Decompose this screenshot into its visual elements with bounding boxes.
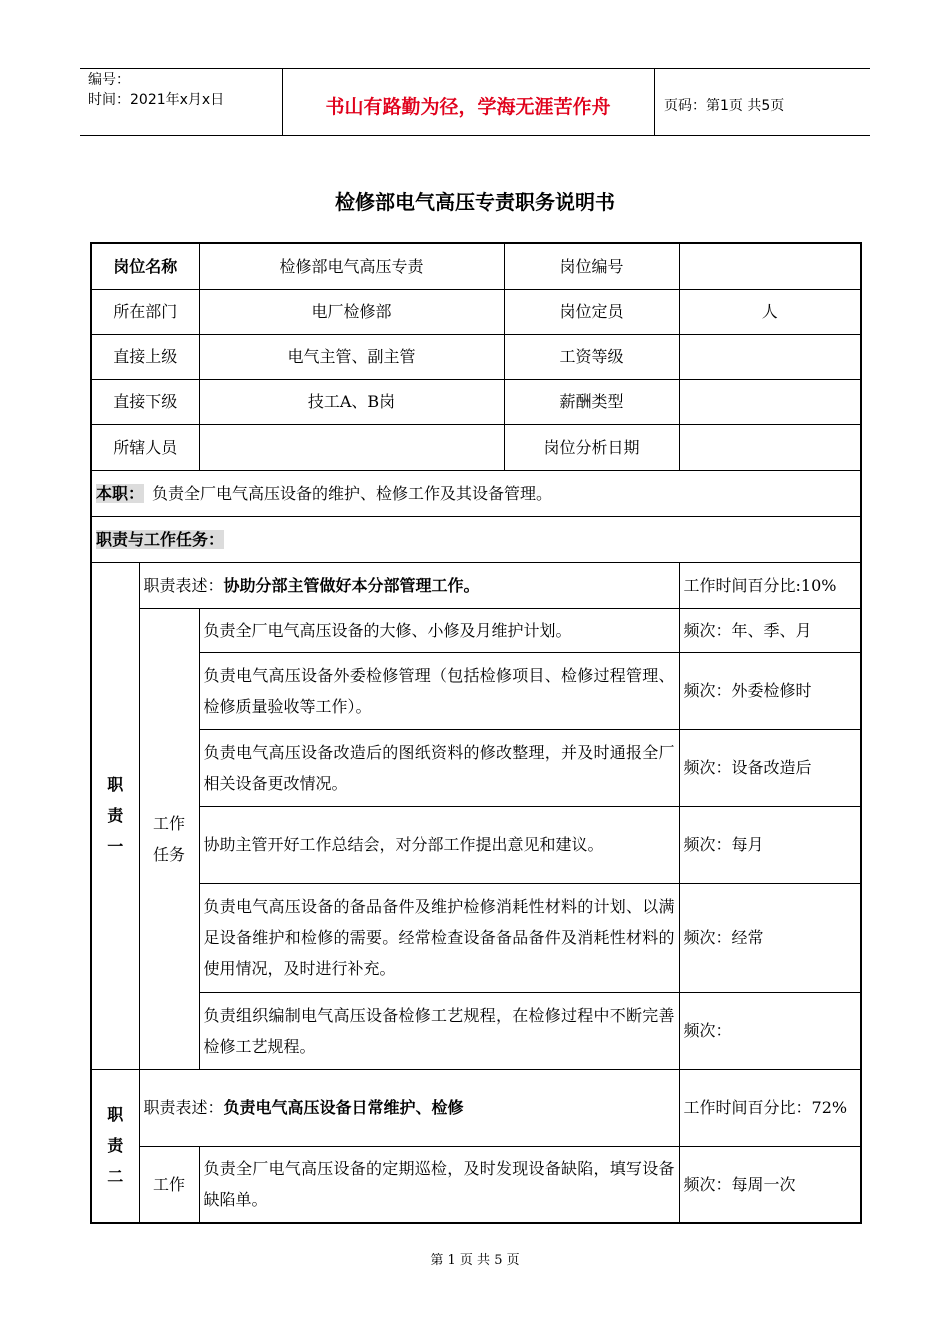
info-row xyxy=(91,243,861,289)
header-number: 编号： xyxy=(88,72,130,88)
info-label: 岗位定员 xyxy=(504,289,679,334)
info-label: 所辖人员 xyxy=(91,424,199,470)
duty2-side-label xyxy=(91,1069,139,1223)
duty2-task-row xyxy=(91,1146,861,1223)
duties-heading: 职责与工作任务： xyxy=(96,529,225,549)
duty1-task-freq: 频次：年、季、月 xyxy=(679,608,861,652)
duty1-task-row xyxy=(91,883,861,992)
info-value: 人 xyxy=(679,289,861,334)
job-description-table xyxy=(90,242,862,1224)
duty1-task-row xyxy=(91,992,861,1069)
duty2-desc xyxy=(139,1069,679,1146)
duty2-side-char: 二 xyxy=(107,1167,124,1187)
duty2-side-char: 责 xyxy=(107,1136,124,1156)
info-label: 工资等级 xyxy=(504,334,679,379)
duty1-task-freq: 频次： xyxy=(679,992,861,1069)
duty2-task-text: 负责全厂电气高压设备的定期巡检，及时发现设备缺陷，填写设备缺陷单。 xyxy=(199,1146,679,1223)
duty1-task-text: 负责电气高压设备外委检修管理（包括检修项目、检修过程管理、检修质量验收等工作）。 xyxy=(199,652,679,729)
duty2-percent: 工作时间百分比：72% xyxy=(679,1069,861,1146)
duty1-side-char: 一 xyxy=(107,837,124,856)
duty1-task-row xyxy=(91,608,861,652)
info-value xyxy=(679,243,861,289)
duty2-desc-text: 负责电气高压设备日常维护、检修 xyxy=(223,1098,464,1117)
info-row xyxy=(91,424,861,470)
duty1-task-text: 负责全厂电气高压设备的大修、小修及月维护计划。 xyxy=(199,608,679,652)
duty1-side-label xyxy=(91,562,139,1069)
info-label: 直接上级 xyxy=(91,334,199,379)
duty1-task-freq: 频次：外委检修时 xyxy=(679,652,861,729)
info-label: 岗位名称 xyxy=(91,243,199,289)
header-date: 时间：2021年x月x日 xyxy=(88,92,225,108)
duty1-task-label xyxy=(139,608,199,1069)
duty1-task-text: 负责电气高压设备的备品备件及维护检修消耗性材料的计划、以满足设备维护和检修的需要。经常检查设备备品备件及消耗性材料的使用情况，及时进行补充。 xyxy=(199,883,679,992)
header-meta xyxy=(88,70,224,110)
duty2-desc-label: 职责表述： xyxy=(143,1098,224,1117)
info-label: 岗位分析日期 xyxy=(504,424,679,470)
info-value: 电厂检修部 xyxy=(199,289,504,334)
duty2-side-char: 职 xyxy=(107,1105,124,1125)
main-duty-row xyxy=(91,470,861,516)
duty1-task-label-line: 工作 xyxy=(153,813,186,833)
duty1-task-text: 负责电气高压设备改造后的图纸资料的修改整理，并及时通报全厂相关设备更改情况。 xyxy=(199,729,679,806)
info-value xyxy=(679,424,861,470)
duties-heading-cell xyxy=(91,516,861,562)
info-label: 直接下级 xyxy=(91,379,199,424)
info-value xyxy=(679,334,861,379)
header-motto: 书山有路勤为径，学海无涯苦作舟 xyxy=(325,96,611,118)
duty2-task-freq: 频次：每周一次 xyxy=(679,1146,861,1223)
duty1-task-row xyxy=(91,806,861,883)
info-value: 电气主管、副主管 xyxy=(199,334,504,379)
header-top-rule xyxy=(80,68,870,69)
info-row xyxy=(91,379,861,424)
info-label: 所在部门 xyxy=(91,289,199,334)
header-page-info: 页码：第1页 共5页 xyxy=(664,98,785,114)
duty1-task-freq: 频次：经常 xyxy=(679,883,861,992)
header-divider-right xyxy=(654,68,655,136)
duty2-task-label: 工作 xyxy=(139,1146,199,1223)
duty1-desc-text: 协助分部主管做好本分部管理工作。 xyxy=(223,575,480,595)
page-footer: 第 1 页 共 5 页 xyxy=(430,1253,520,1268)
duty1-task-row xyxy=(91,652,861,729)
duty1-task-row xyxy=(91,729,861,806)
duties-heading-row xyxy=(91,516,861,562)
info-value xyxy=(679,379,861,424)
duty1-percent: 工作时间百分比:10% xyxy=(679,562,861,608)
info-value: 检修部电气高压专责 xyxy=(199,243,504,289)
duty1-task-freq: 频次：每月 xyxy=(679,806,861,883)
duty2-desc-row xyxy=(91,1069,861,1146)
duty1-task-text: 负责组织编制电气高压设备检修工艺规程，在检修过程中不断完善检修工艺规程。 xyxy=(199,992,679,1069)
duty1-task-text: 协助主管开好工作总结会，对分部工作提出意见和建议。 xyxy=(199,806,679,883)
info-row xyxy=(91,334,861,379)
main-duty-label: 本职： xyxy=(96,483,145,503)
duty1-desc-row xyxy=(91,562,861,608)
info-value xyxy=(199,424,504,470)
main-duty-text: 负责全厂电气高压设备的维护、检修工作及其设备管理。 xyxy=(152,483,553,503)
info-value: 技工A、B岗 xyxy=(199,379,504,424)
document-title: 检修部电气高压专责职务说明书 xyxy=(335,190,615,214)
info-label: 薪酬类型 xyxy=(504,379,679,424)
header-bottom-rule xyxy=(80,135,870,136)
duty1-desc-label: 职责表述： xyxy=(143,575,224,595)
duty1-side-char: 责 xyxy=(107,806,124,825)
info-label: 岗位编号 xyxy=(504,243,679,289)
info-row xyxy=(91,289,861,334)
duty1-side-char: 职 xyxy=(107,775,124,794)
duty1-task-freq: 频次：设备改造后 xyxy=(679,729,861,806)
duty1-desc xyxy=(139,562,679,608)
duty1-task-label-line: 任务 xyxy=(153,844,186,864)
main-duty-cell xyxy=(91,470,861,516)
